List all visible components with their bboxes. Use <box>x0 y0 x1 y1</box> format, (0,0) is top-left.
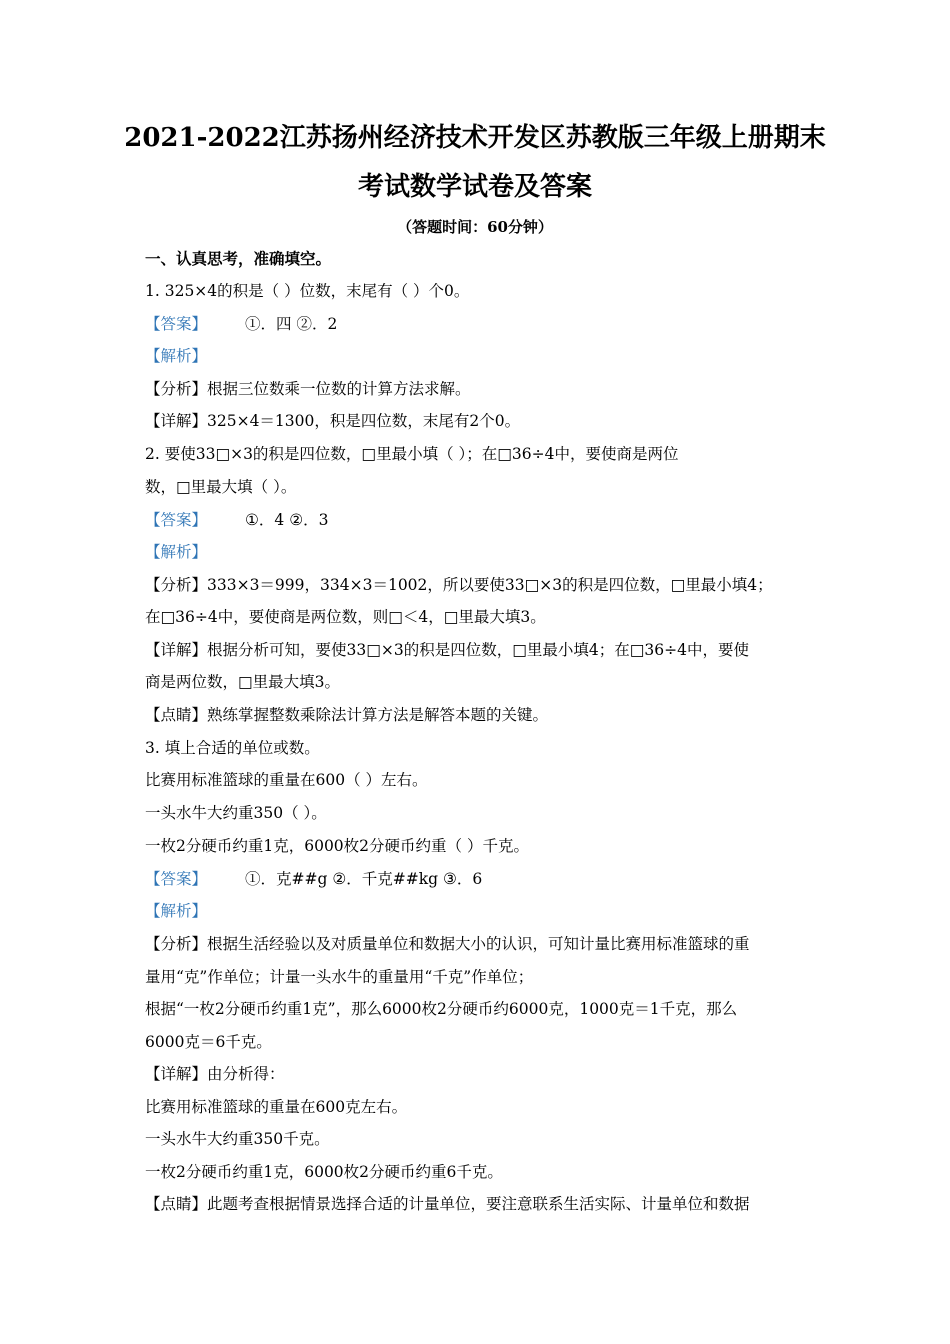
analysis-xiangjie-line2: 商是两位数，□里最大填3。 <box>145 673 341 691</box>
document-title-line2: 考试数学试卷及答案 <box>357 172 592 202</box>
question-1: 1. 325×4的积是（ ）位数，末尾有（ ）个0。 <box>145 282 470 300</box>
answer-tag: 【答案】 <box>145 870 208 888</box>
analysis-fenxi-line4: 6000克＝6千克。 <box>145 1033 272 1051</box>
detail-line1: 比赛用标准篮球的重量在600克左右。 <box>145 1098 408 1116</box>
question-3-item1: 比赛用标准篮球的重量在600（ ）左右。 <box>145 771 428 789</box>
analysis-tag: 【解析】 <box>145 902 208 920</box>
answer-text: ①．克##g ②．千克##kg ③．6 <box>245 870 483 888</box>
analysis-tag: 【解析】 <box>145 347 208 365</box>
analysis-xiangjie: 【详解】由分析得： <box>145 1065 285 1083</box>
analysis-tag: 【解析】 <box>145 543 208 561</box>
answer-row-2 <box>145 510 328 530</box>
detail-line3: 一枚2分硬币约重1克，6000枚2分硬币约重6千克。 <box>145 1163 503 1181</box>
question-3: 3. 填上合适的单位或数。 <box>145 739 320 757</box>
analysis-fenxi-line1: 【分析】333×3＝999，334×3＝1002，所以要使33□×3的积是四位数，□里最小填4； <box>145 576 773 594</box>
document-title-line1: 2021-2022江苏扬州经济技术开发区苏教版三年级上册期末 <box>124 123 826 153</box>
question-2-line1: 2. 要使33□×3的积是四位数，□里最小填（ ）；在□36÷4中，要使商是两位 <box>145 445 679 463</box>
answer-row-3 <box>145 869 482 889</box>
answer-tag: 【答案】 <box>145 315 208 333</box>
analysis-fenxi-line2: 量用“克”作单位；计量一头水牛的重量用“千克”作单位； <box>145 968 534 986</box>
analysis-fenxi-line1: 【分析】根据生活经验以及对质量单位和数据大小的认识，可知计量比赛用标准篮球的重 <box>145 935 750 953</box>
analysis-fenxi-line3: 根据“一枚2分硬币约重1克”，那么6000枚2分硬币约6000克，1000克＝1千克，那么 <box>145 1000 738 1018</box>
question-2-line2: 数，□里最大填（ ）。 <box>145 478 297 496</box>
analysis-xiangjie: 【详解】325×4＝1300，积是四位数，末尾有2个0。 <box>145 412 521 430</box>
analysis-dianjing: 【点睛】熟练掌握整数乘除法计算方法是解答本题的关键。 <box>145 706 549 724</box>
detail-line2: 一头水牛大约重350千克。 <box>145 1130 330 1148</box>
answer-text: ①．4 ②．3 <box>245 511 329 529</box>
question-3-item2: 一头水牛大约重350（ ）。 <box>145 804 327 822</box>
time-note: （答题时间：60分钟） <box>397 218 553 236</box>
answer-text: ①．四 ②．2 <box>245 315 338 333</box>
analysis-dianjing: 【点睛】此题考查根据情景选择合适的计量单位，要注意联系生活实际、计量单位和数据 <box>145 1195 750 1213</box>
analysis-fenxi-line2: 在□36÷4中，要使商是两位数，则□＜4，□里最大填3。 <box>145 608 546 626</box>
answer-tag: 【答案】 <box>145 511 208 529</box>
question-3-item3: 一枚2分硬币约重1克，6000枚2分硬币约重（ ）千克。 <box>145 837 529 855</box>
answer-row-1 <box>145 314 337 334</box>
section-heading: 一、认真思考，准确填空。 <box>145 249 332 268</box>
analysis-xiangjie-line1: 【详解】根据分析可知，要使33□×3的积是四位数，□里最小填4；在□36÷4中，要使 <box>145 641 749 659</box>
analysis-fenxi: 【分析】根据三位数乘一位数的计算方法求解。 <box>145 380 471 398</box>
